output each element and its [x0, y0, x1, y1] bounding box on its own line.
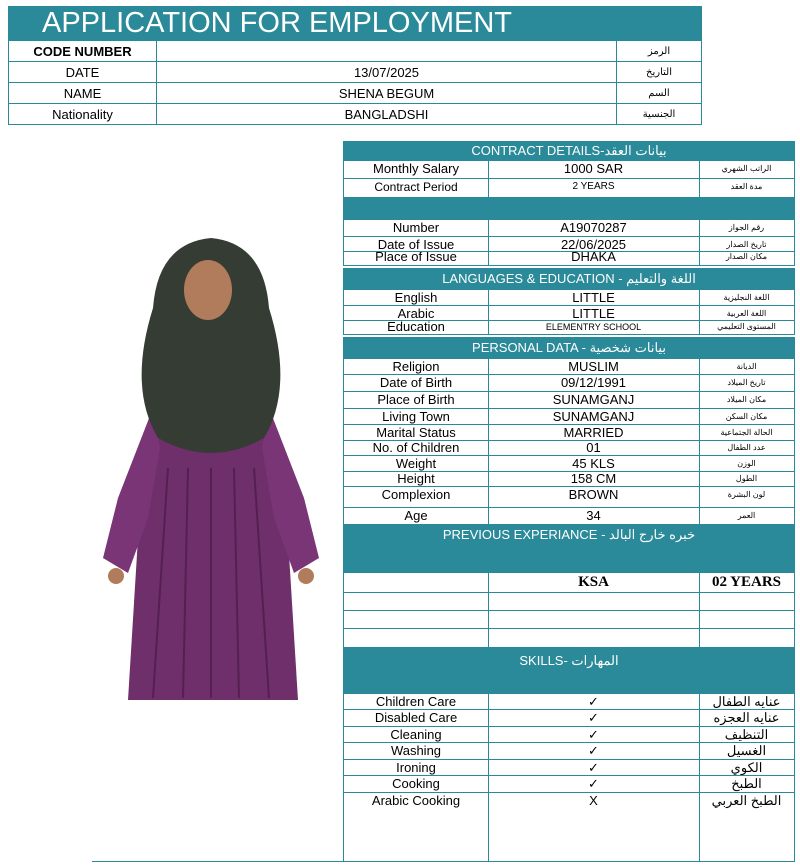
date-arabic: التاريخ: [617, 62, 702, 83]
skill-row: [343, 776, 795, 793]
monthly-salary-value: 1000 SAR: [488, 161, 700, 178]
name-label: NAME: [9, 83, 157, 104]
page-title: APPLICATION FOR EMPLOYMENT: [8, 6, 702, 40]
table-row: [343, 161, 795, 179]
contract-period-arabic: مدة العقد: [730, 182, 763, 191]
date-label: DATE: [9, 62, 157, 83]
date-of-issue-arabic: تاريخ الصدار: [726, 240, 767, 249]
arabic-value: LITTLE: [488, 306, 700, 320]
english-label: English: [344, 290, 489, 305]
table-row: [343, 392, 795, 409]
bottom-divider: [92, 861, 795, 862]
skill-row: [343, 793, 795, 861]
experience-empty-row: [343, 593, 795, 611]
skill-ironing-arabic: الكوي: [730, 760, 763, 775]
table-row: [343, 409, 795, 425]
arabic-arabic: اللغة العربية: [726, 309, 767, 318]
skill-washing-label: Washing: [344, 743, 489, 759]
name-arabic: السم: [617, 83, 702, 104]
religion-label: Religion: [344, 359, 489, 374]
empty-cell: [344, 629, 489, 647]
skill-row: [343, 760, 795, 776]
skill-disabled-care-arabic: عنايه العجزه: [713, 710, 780, 725]
experience-blank: [344, 573, 489, 592]
arabic-label: Arabic: [344, 306, 489, 320]
skill-cooking-label: Cooking: [344, 776, 489, 792]
table-row: [343, 252, 795, 266]
passport-number-label: Number: [344, 220, 489, 236]
skill-cleaning-check-icon: ✓: [488, 727, 700, 742]
table-row: [9, 104, 702, 125]
marital-status-arabic: الحالة الجتماعية: [720, 428, 773, 437]
experience-country: KSA: [488, 573, 700, 592]
contract-period-value: 2 YEARS: [488, 179, 700, 197]
code-number-label: CODE NUMBER: [9, 41, 157, 62]
table-row: [343, 456, 795, 472]
monthly-salary-arabic: الراتب الشهري: [721, 164, 772, 173]
dob-label: Date of Birth: [344, 375, 489, 391]
table-row: [343, 508, 795, 525]
applicant-photo: [98, 238, 324, 700]
skill-children-care-arabic: عنايه الطفال: [712, 694, 781, 709]
skill-ironing-check-icon: ✓: [488, 760, 700, 775]
place-of-issue-value: DHAKA: [488, 252, 700, 265]
contract-period-label: Contract Period: [344, 179, 489, 197]
skill-disabled-care-label: Disabled Care: [344, 710, 489, 726]
passport-number-value: A19070287: [488, 220, 700, 236]
skill-arabic-cooking-cross-icon: X: [488, 793, 700, 861]
table-row: [343, 375, 795, 392]
skill-cleaning-arabic: التنظيف: [724, 727, 769, 742]
experience-row: [343, 573, 795, 593]
dob-value: 09/12/1991: [488, 375, 700, 391]
nationality-value: BANGLADSHI: [157, 104, 617, 125]
skill-row: [343, 694, 795, 710]
skill-disabled-care-check-icon: ✓: [488, 710, 700, 726]
education-value: ELEMENTRY SCHOOL: [488, 321, 700, 334]
height-label: Height: [344, 472, 489, 486]
education-label: Education: [344, 321, 489, 334]
name-value: SHENA BEGUM: [157, 83, 617, 104]
place-of-birth-label: Place of Birth: [344, 392, 489, 408]
date-value: 13/07/2025: [157, 62, 617, 83]
children-label: No. of Children: [344, 441, 489, 455]
place-of-birth-arabic: مكان الميلاد: [726, 395, 767, 404]
date-of-issue-value: 22/06/2025: [488, 237, 700, 251]
skill-row: [343, 727, 795, 743]
experience-empty-row: [343, 611, 795, 629]
nationality-label: Nationality: [9, 104, 157, 125]
nationality-arabic: الجنسية: [617, 104, 702, 125]
children-arabic: عدد الطفال: [727, 443, 766, 452]
table-row: [343, 321, 795, 335]
skill-washing-arabic: الغسيل: [726, 743, 767, 758]
living-town-arabic: مكان السكن: [725, 412, 768, 421]
previous-experience-header: PREVIOUS EXPERIANCE - خبره خارج البالد: [343, 525, 795, 573]
monthly-salary-label: Monthly Salary: [344, 161, 489, 178]
weight-label: Weight: [344, 456, 489, 471]
table-row: [343, 441, 795, 456]
skill-arabic-cooking-label: Arabic Cooking: [344, 793, 489, 861]
weight-value: 45 KLS: [488, 456, 700, 471]
empty-cell: [344, 593, 489, 610]
table-row: [9, 41, 702, 62]
table-row: [343, 237, 795, 252]
religion-arabic: الديانة: [736, 362, 757, 371]
table-row: [9, 83, 702, 104]
english-arabic: اللغة النجليزية: [723, 293, 770, 302]
complexion-label: Complexion: [344, 487, 489, 507]
marital-status-label: Marital Status: [344, 425, 489, 440]
skill-cooking-check-icon: ✓: [488, 776, 700, 792]
skills-header: SKILLS- المهارات: [343, 648, 795, 694]
empty-cell: [488, 593, 700, 610]
marital-status-value: MARRIED: [488, 425, 700, 440]
contract-details-header: CONTRACT DETAILS-بيانات العقد: [343, 141, 795, 161]
personal-data-header: PERSONAL DATA - بيانات شخصية: [343, 337, 795, 359]
height-arabic: الطول: [735, 474, 758, 483]
experience-duration: 02 YEARS: [711, 574, 782, 590]
complexion-arabic: لون البشرة: [727, 490, 766, 499]
date-of-issue-label: Date of Issue: [344, 237, 489, 251]
experience-empty-row: [343, 629, 795, 648]
skill-children-care-check-icon: ✓: [488, 694, 700, 709]
skill-cooking-arabic: الطبخ: [731, 776, 762, 791]
table-row: [343, 425, 795, 441]
table-row: [343, 359, 795, 375]
passport-header: [343, 198, 795, 220]
table-row: [343, 290, 795, 306]
table-row: [343, 306, 795, 321]
education-arabic: المستوى التعليمي: [717, 322, 776, 331]
skill-washing-check-icon: ✓: [488, 743, 700, 759]
skill-children-care-label: Children Care: [344, 694, 489, 709]
place-of-issue-arabic: مكان الصدار: [725, 252, 768, 261]
table-row: [343, 220, 795, 237]
languages-education-header: LANGUAGES & EDUCATION - اللغة والتعليم: [343, 268, 795, 290]
english-value: LITTLE: [488, 290, 700, 305]
living-town-value: SUNAMGANJ: [488, 409, 700, 424]
table-row: [9, 62, 702, 83]
age-label: Age: [344, 508, 489, 524]
empty-cell: [344, 611, 489, 628]
height-value: 158 CM: [488, 472, 700, 486]
table-row: [343, 179, 795, 198]
religion-value: MUSLIM: [488, 359, 700, 374]
skill-arabic-cooking-arabic: الطبخ العربي: [711, 793, 782, 808]
complexion-value: BROWN: [488, 487, 700, 507]
age-value: 34: [488, 508, 700, 524]
code-number-value: [157, 41, 617, 62]
empty-cell: [488, 611, 700, 628]
place-of-birth-value: SUNAMGANJ: [488, 392, 700, 408]
weight-arabic: الوزن: [737, 459, 756, 468]
skill-ironing-label: Ironing: [344, 760, 489, 775]
age-arabic: العمر: [737, 511, 756, 520]
place-of-issue-label: Place of Issue: [344, 252, 489, 265]
skill-row: [343, 710, 795, 727]
empty-cell: [488, 629, 700, 647]
code-number-arabic: الرمز: [617, 41, 702, 62]
table-row: [343, 487, 795, 508]
living-town-label: Living Town: [344, 409, 489, 424]
passport-number-arabic: رقم الجواز: [728, 223, 765, 232]
applicant-info-table: [8, 40, 702, 125]
skill-cleaning-label: Cleaning: [344, 727, 489, 742]
children-value: 01: [488, 441, 700, 455]
table-row: [343, 472, 795, 487]
skill-row: [343, 743, 795, 760]
dob-arabic: تاريخ الميلاد: [727, 378, 766, 387]
